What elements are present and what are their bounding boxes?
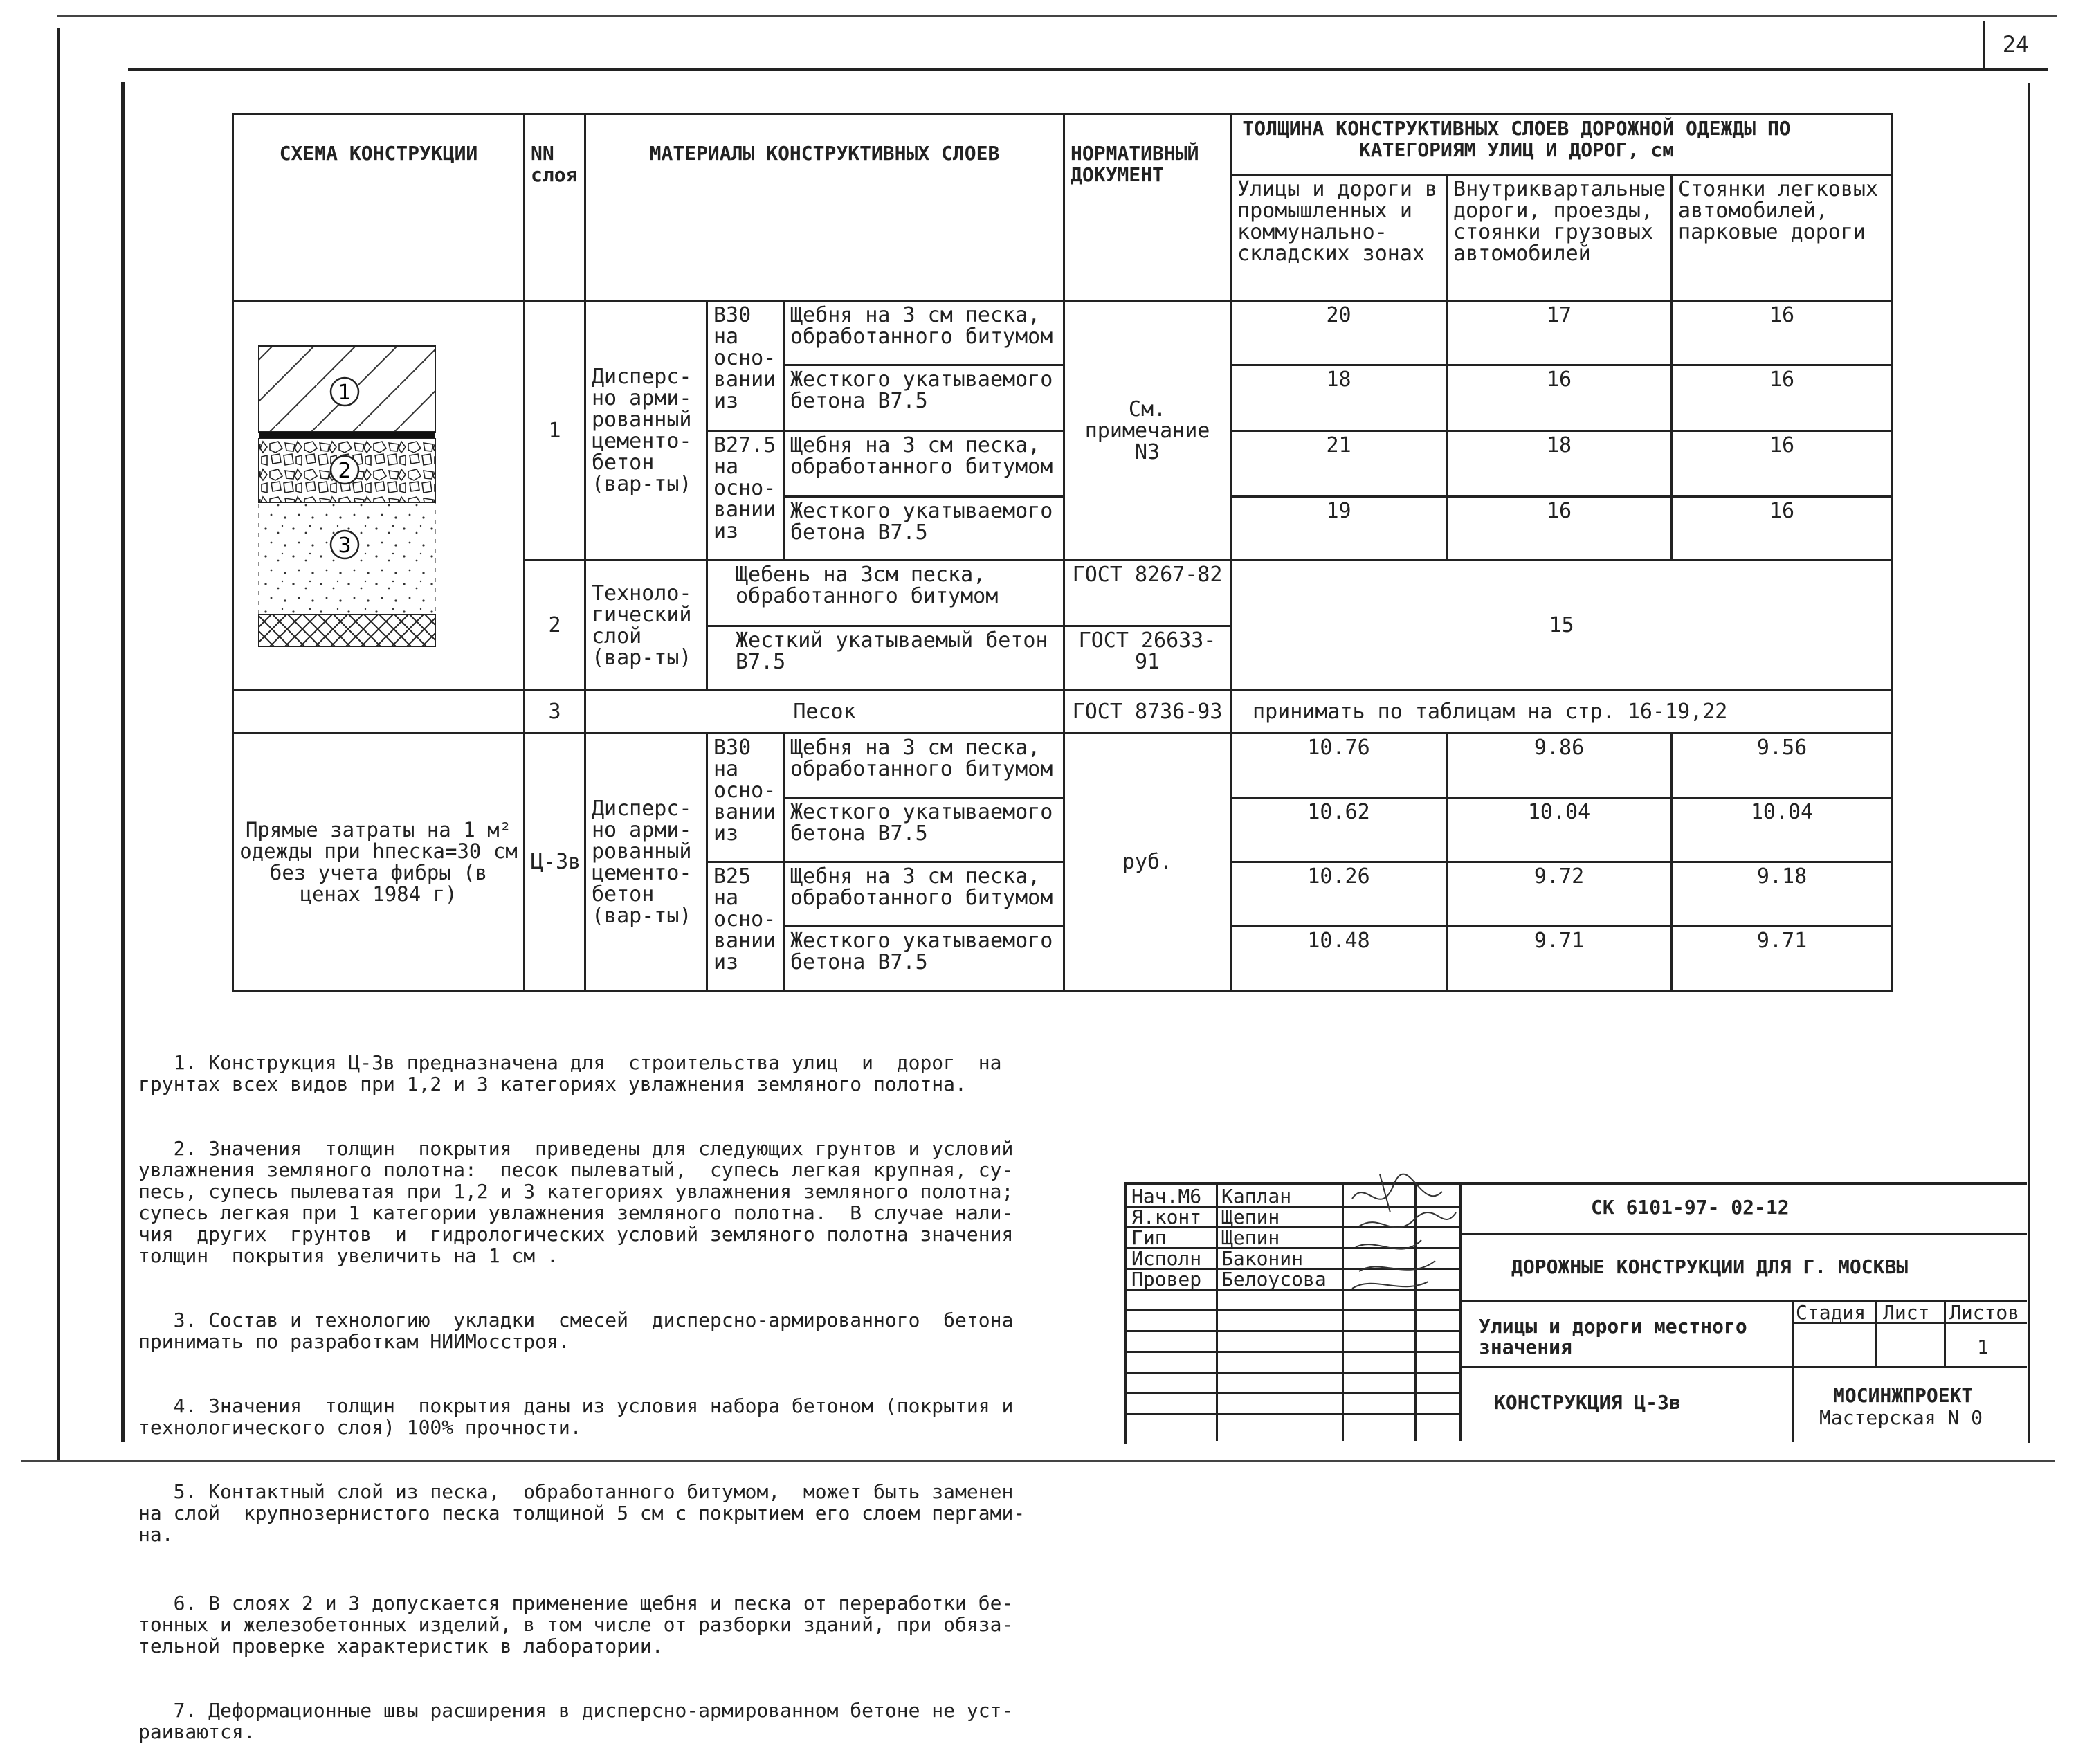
- header-scheme: СХЕМА КОНСТРУКЦИИ: [233, 114, 525, 301]
- organization: МОСИНЖПРОЕКТ: [1833, 1384, 1974, 1407]
- document-title: ДОРОЖНЫЕ КОНСТРУКЦИИ ДЛЯ Г. МОСКВЫ: [1511, 1255, 1909, 1278]
- construction-name: КОНСТРУКЦИЯ Ц-3в: [1494, 1391, 1681, 1414]
- cost-material-a: Щебня на 3 см песка, обработанного битумом: [784, 734, 1064, 798]
- subgrade-hatch: [259, 615, 435, 646]
- layer-3-marker-label: 3: [338, 534, 352, 558]
- cost-material-d: Жесткого укатываемого бетона B7.5: [784, 927, 1064, 991]
- header-materials: МАТЕРИАЛЫ КОНСТРУКТИВНЫХ СЛОЕВ: [585, 114, 1064, 301]
- role-2: Я.конт: [1131, 1206, 1202, 1228]
- note-4: 4. Значения толщин покрытия даны из условия набора бетоном (покрытия и технологического слоя) 100% прочности.: [138, 1394, 1014, 1439]
- cost-r1-c1: 10.76: [1231, 734, 1447, 798]
- layer-1-r2-c1: 18: [1231, 365, 1447, 431]
- note-5: 5. Контактный слой из песка, обработанного битумом, может быть заменен на слой крупнозернистого песка толщиной 5 см с покрытием его слоем пергами- на.: [138, 1480, 1026, 1546]
- layer-1-r3-c1: 21: [1231, 431, 1447, 497]
- layer-1-r3-c2: 18: [1447, 431, 1672, 497]
- name-3: Щепин: [1221, 1226, 1280, 1249]
- cost-no: Ц-3в: [525, 734, 585, 991]
- title-block: [1124, 1182, 2027, 1444]
- document-code: СК 6101-97- 02-12: [1591, 1196, 1790, 1219]
- layer-2-doc-a: ГОСТ 8267-82: [1064, 561, 1231, 626]
- cost-unit: руб.: [1064, 734, 1231, 991]
- name-2: Щепин: [1221, 1206, 1280, 1228]
- layer-3-no: 3: [525, 691, 585, 734]
- workshop: Мастерская N 0: [1819, 1406, 1983, 1429]
- layer-2-material-b: Жесткий укатываемый бетон B7.5: [707, 626, 1064, 691]
- header-layer-no: NN слоя: [525, 114, 585, 301]
- layer-2-value: 15: [1231, 561, 1893, 691]
- layer-1-b27: B27.5 на осно-вании из: [707, 431, 784, 561]
- layer-1-r4-c3: 16: [1672, 497, 1893, 561]
- cost-r2-c3: 10.04: [1672, 798, 1893, 862]
- layer-1-r2-c2: 16: [1447, 365, 1672, 431]
- layer-2-marker-label: 2: [338, 459, 352, 483]
- cost-r1-c3: 9.56: [1672, 734, 1893, 798]
- header-category-2: Внутриквартальные дороги, проезды, стоянки грузовых автомобилей: [1447, 175, 1672, 301]
- sheets-label: Листов: [1949, 1301, 2020, 1324]
- layer-1-material-d: Жесткого укатываемого бетона B7.5: [784, 497, 1064, 561]
- role-3: Гип: [1131, 1226, 1167, 1249]
- cost-material-b: Жесткого укатываемого бетона B7.5: [784, 798, 1064, 862]
- layer-1-material-b: Жесткого укатываемого бетона B7.5: [784, 365, 1064, 431]
- cost-b25: B25 на осно-вании из: [707, 862, 784, 991]
- cost-material-c: Щебня на 3 см песка, обработанного битумом: [784, 862, 1064, 927]
- layer-2-material-a: Щебень на 3см песка, обработанного битумом: [707, 561, 1064, 626]
- sheet-label: Лист: [1883, 1301, 1930, 1324]
- header-thickness: ТОЛЩИНА КОНСТРУКТИВНЫХ СЛОЕВ ДОРОЖНОЙ ОДЕЖДЫ ПО КАТЕГОРИЯМ УЛИЦ И ДОРОГ, см: [1231, 114, 1893, 175]
- layer-1-r3-c3: 16: [1672, 431, 1893, 497]
- note-6: 6. В слоях 2 и 3 допускается применение щебня и песка от переработки бе- тонных и железобетонных изделий, в том числе от разборки зданий, при обяза- тельной проверке характеристик в лаборатории.: [138, 1592, 1014, 1657]
- contact-layer: [259, 432, 435, 439]
- layer-1-doc: См. примечание N3: [1064, 301, 1231, 561]
- cost-r3-c2: 9.72: [1447, 862, 1672, 927]
- role-4: Исполн: [1131, 1247, 1202, 1270]
- layer-1-r4-c1: 19: [1231, 497, 1447, 561]
- layer-3-material: Песок: [585, 691, 1064, 734]
- frame-top: [128, 68, 2048, 71]
- layer-1-material: Дисперс-но арми-рованный цементо-бетон (вар-ты): [585, 301, 707, 561]
- cost-material: Дисперс-но арми-рованный цементо-бетон (вар-ты): [585, 734, 707, 991]
- note-2: 2. Значения толщин покрытия приведены для следующих грунтов и условий увлажнения земляного полотна: песок пылеватый, супесь легкая крупная, су- песь, супесь пылеватая при 1,2 и 3 категориях увлажнения земляного полотна; супесь легкая при 1 категории увлажнения земляного полотна. В случае нали- чия других грунтов и гидрологических условий земляного полотна значения толщин покрытия увеличить на 1 см .: [138, 1137, 1014, 1267]
- cost-r3-c1: 10.26: [1231, 862, 1447, 927]
- layer-2-doc-b: ГОСТ 26633-91: [1064, 626, 1231, 691]
- layer-1-b30: B30 на осно-вании из: [707, 301, 784, 431]
- layer-2-material: Техноло-гический слой (вар-ты): [585, 561, 707, 691]
- layer-1-r1-c3: 16: [1672, 301, 1893, 365]
- cost-r1-c2: 9.86: [1447, 734, 1672, 798]
- layer-scheme-diagram: [234, 302, 525, 731]
- name-5: Белоусова: [1221, 1268, 1327, 1291]
- layer-1-marker-label: 1: [338, 381, 352, 405]
- layer-1-no: 1: [525, 301, 585, 561]
- note-3: 3. Состав и технологию укладки смесей дисперсно-армированного бетона принимать по разработкам НИИМосстроя.: [138, 1309, 1014, 1353]
- layer-3-doc: ГОСТ 8736-93: [1064, 691, 1231, 734]
- sheet-number: 1: [1977, 1336, 1989, 1358]
- note-1: 1. Конструкция Ц-3в предназначена для строительства улиц и дорог на грунтах всех видов при 1,2 и 3 категориях увлажнения земляного полотна.: [138, 1051, 1002, 1095]
- construction-table: [232, 113, 1893, 992]
- name-1: Каплан: [1221, 1185, 1292, 1208]
- layer-3-value: принимать по таблицам на стр. 16-19,22: [1231, 691, 1893, 734]
- header-category-1: Улицы и дороги в промышленных и коммунально-складских зонах: [1231, 175, 1447, 301]
- layer-1-r2-c3: 16: [1672, 365, 1893, 431]
- outer-border-top: [57, 15, 2057, 17]
- cost-caption: Прямые затраты на 1 м² одежды при hпеска=30 см без учета фибры (в ценах 1984 г): [233, 734, 525, 991]
- header-norm-doc: НОРМАТИВНЫЙ ДОКУМЕНТ: [1064, 114, 1231, 301]
- frame-left: [121, 82, 125, 1442]
- layer-1-r1-c1: 20: [1231, 301, 1447, 365]
- page-number: 24: [1983, 21, 2047, 70]
- stage-label: Стадия: [1796, 1301, 1866, 1324]
- layer-1-material-c: Щебня на 3 см песка, обработанного битумом: [784, 431, 1064, 497]
- scheme-diagram-cell: [233, 301, 525, 691]
- cost-b30: B30 на осно-вании из: [707, 734, 784, 862]
- header-category-3: Стоянки легковых автомобилей, парковые дороги: [1672, 175, 1893, 301]
- document-subject: Улицы и дороги местного значения: [1479, 1315, 1747, 1358]
- layer-1-r4-c2: 16: [1447, 497, 1672, 561]
- cost-r3-c3: 9.18: [1672, 862, 1893, 927]
- cost-r4-c2: 9.71: [1447, 927, 1672, 991]
- frame-right: [2028, 83, 2030, 1443]
- cost-r4-c3: 9.71: [1672, 927, 1893, 991]
- name-4: Баконин: [1221, 1247, 1304, 1270]
- cost-r2-c2: 10.04: [1447, 798, 1672, 862]
- notes: [138, 1009, 1107, 1764]
- role-1: Нач.М6: [1131, 1185, 1202, 1208]
- layer-1-material-a: Щебня на 3 см песка, обработанного битумом: [784, 301, 1064, 365]
- signatures: [1338, 1171, 1491, 1302]
- cost-r4-c1: 10.48: [1231, 927, 1447, 991]
- layer-2-no: 2: [525, 561, 585, 691]
- note-7: 7. Деформационные швы расширения в дисперсно-армированном бетоне не уст- раиваются.: [138, 1699, 1014, 1743]
- cost-r2-c1: 10.62: [1231, 798, 1447, 862]
- role-5: Провер: [1131, 1268, 1202, 1291]
- layer-1-r1-c2: 17: [1447, 301, 1672, 365]
- outer-border-left: [57, 28, 60, 1460]
